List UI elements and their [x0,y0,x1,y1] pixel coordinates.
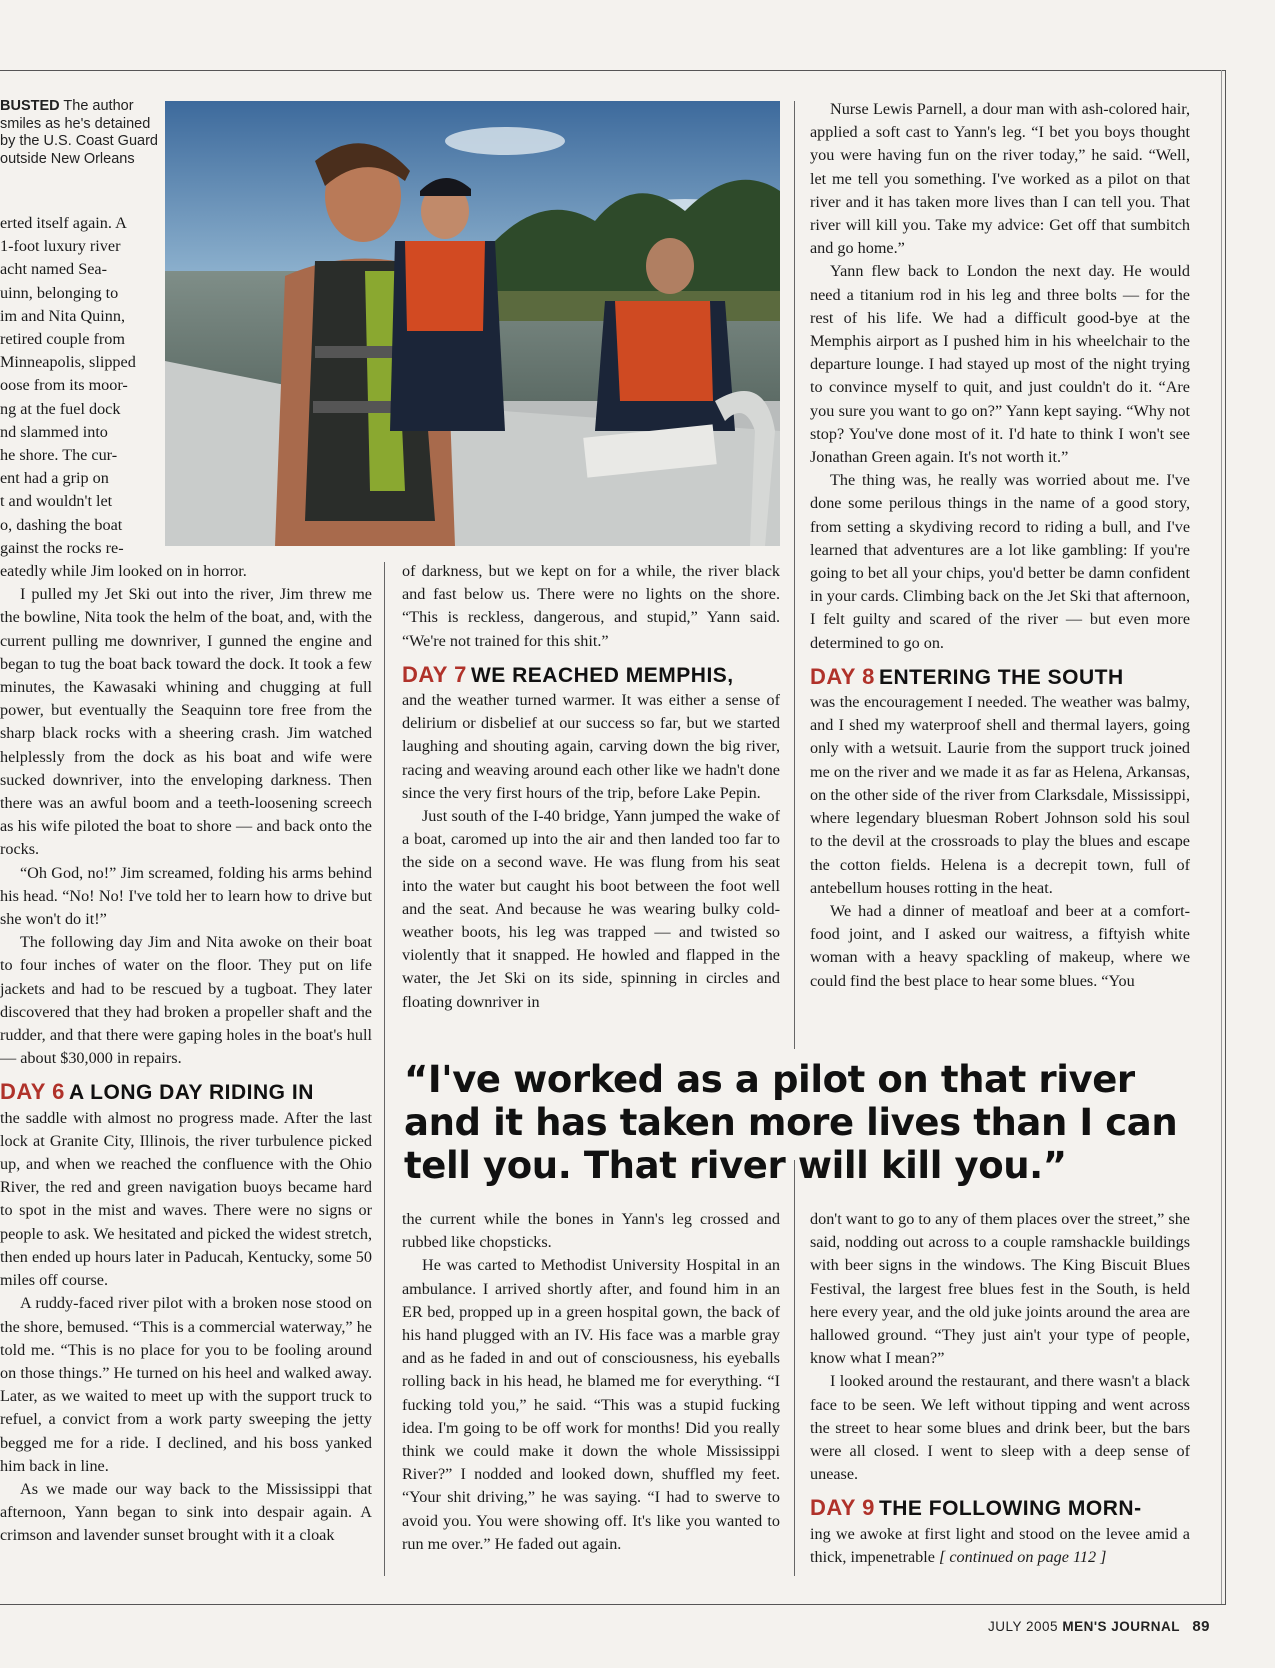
wrap-line: o, dashing the boat [0,515,123,534]
column-3-upper [810,98,1190,993]
day-8-heading [810,665,1190,691]
continued-on-page: [ continued on page 112 ] [939,1547,1107,1566]
pull-quote: “I've worked as a pilot on that river and it has taken more lives than I can tell you. That river will kill you.” [404,1058,1178,1187]
frame-right-rule [1225,70,1226,1605]
wrap-line: t and wouldn't let [0,492,113,511]
day-8-title: ENTERING THE SOUTH [878,665,1124,689]
day-9-title: THE FOLLOWING MORN- [878,1497,1142,1521]
wrap-line: nd slammed into [0,422,108,441]
wrap-line: acht named Sea- [0,260,107,279]
paragraph: As we made our way back to the Mississippi that afternoon, Yann began to sink into despair again. A crimson and lavender sunset brought with it a cloak [0,1479,372,1545]
wrap-line: retired couple from [0,330,125,349]
column-rule-2b [794,1160,795,1576]
coast-guard-photo [165,101,780,546]
paragraph: the saddle with almost no progress made. After the last lock at Granite City, Illinois, the river turbulence picked up, and when we reached the confluence with the Ohio River, the red and green navigation buoys became hard to spot in the mist and waves. There were no signs or people to ask. We hesitated and picked the widest stretch, then ended up hours later in Paducah, Kentucky, some 50 miles off course. [0,1108,372,1290]
paragraph: The following day Jim and Nita awoke on their boat to four inches of water on the floor. They put on life jackets and had to be rescued by a tugboat. They later discovered that they had broken a propeller shaft and the rudder, and that there were gaping holes in the boat's hull — about $30,000 in repairs. [0,933,372,1068]
wrap-line: Minneapolis, slipped [0,353,136,372]
paragraph: A ruddy-faced river pilot with a broken nose stood on the shore, bemused. “This is a commercial waterway,” he told me. “This is no place for you to be fooling around on those things.” He turned on his heel and walked away. Later, as we waited to meet up with the support truck to refuel, a convict from a work party sweeping the jetty begged me for a ride. I declined, and his boss yanked him back in line. [0,1294,372,1475]
paragraph: “Oh God, no!” Jim screamed, folding his arms behind his head. “No! No! I've told her to learn how to drive but she won't do it!” [0,863,372,929]
photo-caption [0,98,158,168]
caption-lead: BUSTED [0,98,60,114]
paragraph: I pulled my Jet Ski out into the river, Jim threw me the bowline, Nita took the helm of the boat, and, with the current pulling me downriver, I gunned the engine and began to tug the boat back toward the dock. It took a few minutes, the Kawasaki whining and chugging at full power, but eventually the Seaquinn tore free from the sharp black rocks with a sheering crash. Jim watched helplessly from the dock as his boat and wife were sucked downriver, into the enveloping darkness. Then there was an awful boom and a teeth-loosening screech as his wife piloted the boat to shore — and back onto the rocks. [0,585,372,859]
paragraph: was the encouragement I needed. The weather was balmy, and I shed my waterproof shell and thermal layers, going only with a wetsuit. Laurie from the support truck joined me on the river and we made it as far as Helena, Arkansas, on the other side of the river from Clarksdale, Mississippi, where legendary bluesman Robert Johnson sold his soul to the devil at the crossroads to play the blues and escape the cotton fields. Helena is a decrepit town, full of antebellum houses rotting in the heat. [810,693,1190,897]
paragraph: of darkness, but we kept on for a while, the river black and fast below us. There were no lights on the shore. “This is reckless, dangerous, and stupid,” Yann said. “We're not trained for this shit.” [402,562,780,650]
wrap-line: gainst the rocks re- [0,538,124,557]
paragraph: Just south of the I-40 bridge, Yann jumped the wake of a boat, caromed up into the air and then landed too far to the side on a second wave. He was flung from his seat into the water but caught his boot between the foot well and the seat. And because he was wearing bulky cold-weather boots, his leg was trapped — and twisted so violently that it snapped. He howled and flapped in the water, the Jet Ski on its side, spinning in circles and floating downriver in [402,807,780,1011]
wrap-line: erted itself again. A [0,214,127,232]
day-9-text: ing we awoke at first light and stood on the levee amid a thick, impenetrable [810,1524,1190,1566]
day-7-heading [402,663,780,689]
paragraph: the current while the bones in Yann's leg crossed and rubbed like chopsticks. [402,1210,780,1252]
wrap-line: uinn, belonging to [0,283,119,302]
column-3-lower [810,1208,1190,1569]
issue-date: JULY 2005 [988,1619,1059,1634]
day-6-heading [0,1080,372,1106]
frame-top-rule [0,70,1225,71]
wrap-line: oose from its moor- [0,376,128,395]
frame-right-rule-inner [1221,70,1222,1605]
paragraph: Nurse Lewis Parnell, a dour man with ash-colored hair, applied a soft cast to Yann's leg. “I bet you boys thought you were having fun on the river today,” he said. “Well, let me tell you something. I've worked as a pilot on that river and it has taken more lives than I can tell you. That river will kill you. Take my advice: Get off that sumbitch and go home.” [810,100,1190,258]
column-rule-1 [384,562,385,1576]
paragraph: and the weather turned warmer. It was either a sense of delirium or disbelief at our success so far, but we started laughing and shouting again, carving down the big river, racing and weaving around each other like we hadn't done since the very first hours of the trip, before Lake Pepin. [402,691,780,802]
folio [970,1618,1210,1635]
column-2-lower [402,1208,780,1556]
paragraph: eatedly while Jim looked on in horror. [0,562,247,580]
paragraph: Yann flew back to London the next day. He would need a titanium rod in his leg and three bolts — for the rest of his life. We had a difficult good-bye at the Memphis airport as I pushed him in his wheelchair to the departure lounge. I had stayed up most of the night trying to convince myself to quit, and just couldn't do it. “Are you sure you want to go on?” Yann kept saying. “Why not stop? You've done most of it. I'd hate to think I won't see Jonathan Green again. It's not worth it.” [810,262,1190,467]
day-9-heading [810,1496,1190,1522]
wrap-line: 1-foot luxury river [0,237,121,256]
magazine-name: MEN'S JOURNAL [1062,1619,1181,1634]
frame-bottom-rule [0,1604,1225,1605]
column-1 [0,212,158,560]
paragraph: The thing was, he really was worried about me. I've done some perilous things in the name of a good story, from setting a skydiving record to riding a bull, and I've learned that adventures are a lot like gambling: If you're going to bet all your chips, you'd better be damn confident in your cards. Climbing back on the Jet Ski that afternoon, I felt guilty and scared of the river — but even more determined to go on. [810,471,1190,652]
day-9-number: DAY 9 [810,1495,875,1521]
day-6-number: DAY 6 [0,1079,65,1105]
wrap-line: ng at the fuel dock [0,399,121,418]
wrap-line: ent had a grip on [0,469,109,488]
paragraph: We had a dinner of meatloaf and beer at a comfort-food joint, and I asked our waitress, a fiftyish white woman with a heavy spackling of makeup, where we could find the best place to hear some blues. “You [810,901,1190,990]
paragraph [810,1523,1190,1569]
day-6-title: A LONG DAY RIDING IN [68,1081,314,1105]
day-8-number: DAY 8 [810,663,875,689]
day-7-title: WE REACHED MEMPHIS, [470,663,734,687]
column-2-upper [402,560,780,1014]
wrap-line: he shore. The cur- [0,446,118,465]
column-rule-2a [794,101,795,1049]
paragraph: I looked around the restaurant, and there wasn't a black face to be seen. We left without tipping and went across the street to hear some blues and drink beer, but the bars were all closed. I went to sleep with a deep sense of unease. [810,1372,1190,1484]
caption-text: The author smiles as he's detained by the U.S. Coast Guard outside New Orleans [0,98,158,167]
paragraph: He was carted to Methodist University Hospital in an ambulance. I arrived shortly after, and found him in an ER bed, propped up in a green hospital gown, the back of his hand plugged with an IV. His face was a marble gray and as he faded in and out of consciousness, his eyeballs rolling back in his head, he blamed me for everything. “I fucking told you,” he said. “This was a stupid fucking idea. I'm going to be off work for months! Did you really think we could make it down the whole Mississippi River?” I nodded and looked down, shuffled my feet. “Your shit driving,” he was saying. “I had to swerve to avoid you. You were showing off. It's like you wanted to run me over.” He faded out again. [402,1256,780,1553]
day-7-number: DAY 7 [402,661,467,687]
photo-illustration [165,101,780,546]
wrap-line: im and Nita Quinn, [0,306,125,325]
column-1-lower [0,560,372,1548]
paragraph: don't want to go to any of them places over the street,” she said, nodding out across to a couple ramshackle buildings with beer signs in the windows. The King Biscuit Blues Festival, the largest free blues fest in the South, is held here every year, and the old juke joints around the area are hallowed ground. “They just ain't your type of people, know what I mean?” [810,1210,1190,1368]
page-number: 89 [1192,1618,1210,1635]
